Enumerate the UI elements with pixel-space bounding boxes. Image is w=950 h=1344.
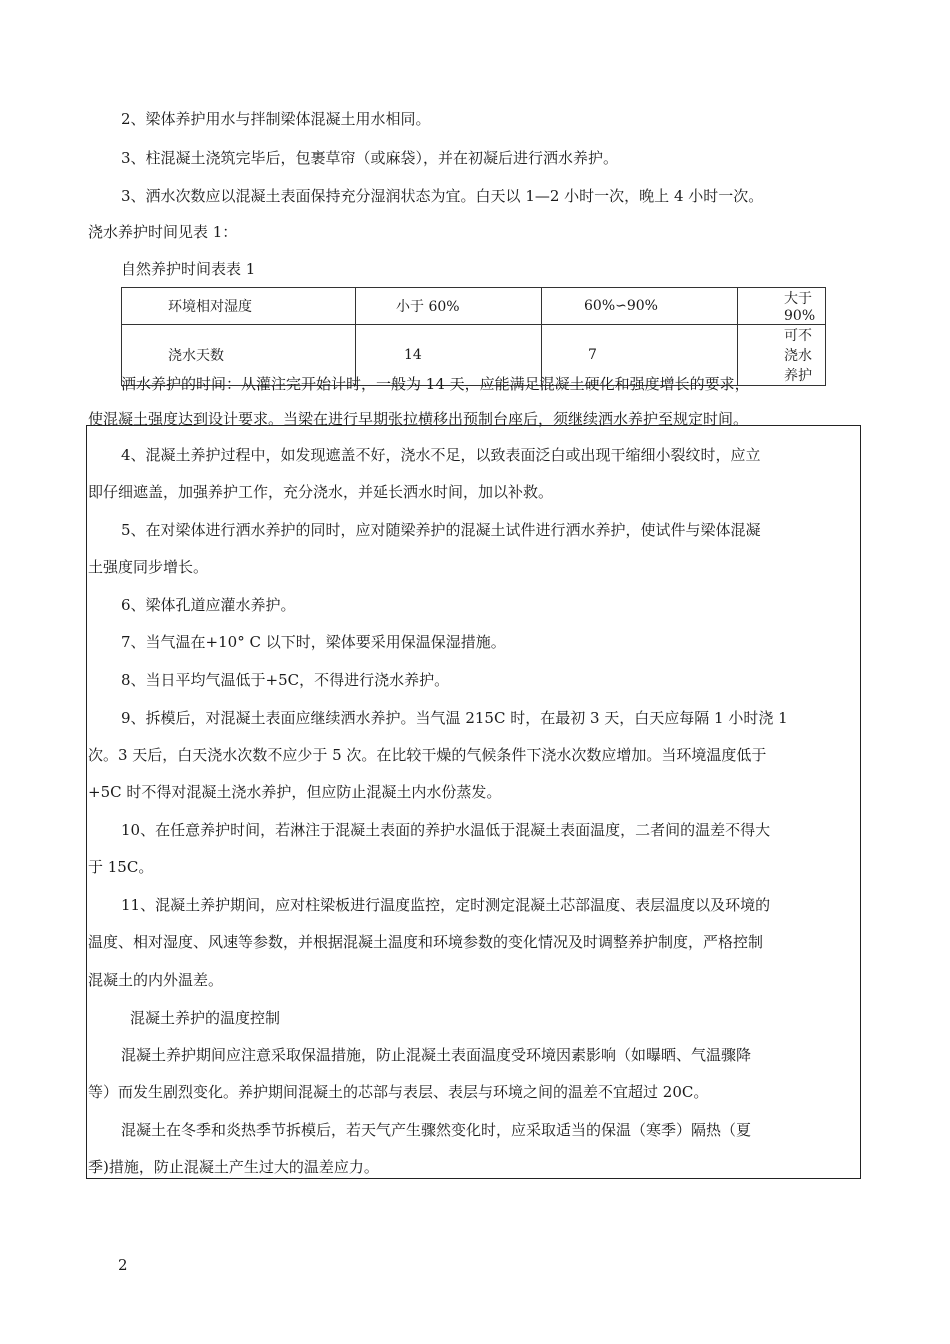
- table-cell: 14: [356, 325, 542, 386]
- paragraph: 浇水养护时间见表 1：: [88, 223, 238, 241]
- paragraph: 使混凝土强度达到设计要求。当梁在进行早期张拉横移出预制台座后，须继续洒水养护至规定时间。: [88, 410, 749, 428]
- paragraph: 9、拆模后，对混凝土表面应继续洒水养护。当气温 215C 时，在最初 3 天，白天应每隔 1 小时浇 1: [121, 709, 788, 727]
- table-cell: 可不浇水养护: [738, 325, 826, 386]
- paragraph: 2、梁体养护用水与拌制梁体混凝土用水相同。: [121, 110, 431, 128]
- paragraph: +5C 时不得对混凝土浇水养护，但应防止混凝土内水份蒸发。: [88, 783, 502, 801]
- curing-time-table: [121, 287, 826, 386]
- paragraph: 11、混凝土养护期间，应对柱梁板进行温度监控，定时测定混凝土芯部温度、表层温度以及环境的: [121, 896, 771, 914]
- paragraph: 6、梁体孔道应灌水养护。: [121, 596, 296, 614]
- table-caption: 自然养护时间表表 1: [121, 260, 256, 278]
- table-cell: 浇水天数: [122, 325, 356, 386]
- paragraph: 5、在对梁体进行洒水养护的同时，应对随梁养护的混凝土试件进行洒水养护，使试件与梁体混凝: [121, 521, 761, 539]
- paragraph: 温度、相对湿度、风速等参数，并根据混凝土温度和环境参数的变化情况及时调整养护制度，严格控制: [88, 933, 764, 951]
- paragraph: 混凝土在冬季和炎热季节拆模后，若天气产生骤然变化时，应采取适当的保温（寒季）隔热（夏: [121, 1121, 752, 1139]
- paragraph: 土强度同步增长。: [88, 558, 209, 576]
- table-cell: 7: [542, 325, 738, 386]
- paragraph: 混凝土养护期间应注意采取保温措施，防止混凝土表面温度受环境因素影响（如曝晒、气温骤降: [121, 1046, 752, 1064]
- paragraph: 7、当气温在+10° C 以下时，梁体要采用保温保湿措施。: [121, 633, 506, 651]
- paragraph: 于 15C。: [88, 858, 154, 876]
- paragraph: 等）而发生剧烈变化。养护期间混凝土的芯部与表层、表层与环境之间的温差不宜超过 20C。: [88, 1083, 709, 1101]
- paragraph: 次。3 天后，白天浇水次数不应少于 5 次。在比较干燥的气候条件下浇水次数应增加。当环境温度低于: [88, 746, 767, 764]
- table-cell: 大于 90%: [738, 288, 826, 325]
- paragraph: 3、洒水次数应以混凝土表面保持充分湿润状态为宜。白天以 1—2 小时一次，晚上 4 小时一次。: [121, 187, 764, 205]
- page-number: 2: [118, 1256, 128, 1274]
- paragraph: 即仔细遮盖，加强养护工作，充分浇水，并延长洒水时间，加以补救。: [88, 483, 554, 501]
- paragraph: 3、柱混凝土浇筑完毕后，包裹草帘（或麻袋），并在初凝后进行洒水养护。: [121, 149, 619, 167]
- paragraph: 混凝土的内外温差。: [88, 971, 224, 989]
- paragraph: 季)措施，防止混凝土产生过大的温差应力。: [88, 1158, 379, 1176]
- paragraph: 10、在任意养护时间，若淋注于混凝土表面的养护水温低于混凝土表面温度，二者间的温差不得大: [121, 821, 771, 839]
- paragraph: 8、当日平均气温低于+5C，不得进行浇水养护。: [121, 671, 450, 689]
- paragraph: 4、混凝土养护过程中，如发现遮盖不好，浇水不足，以致表面泛白或出现干缩细小裂纹时，应立: [121, 446, 761, 464]
- section-heading: 混凝土养护的温度控制: [130, 1009, 281, 1027]
- paragraph: 洒水养护的时间：从灌注完开始计时，一般为 14 天，应能满足混凝土硬化和强度增长的要求，: [121, 375, 750, 393]
- table-cell: 环境相对湿度: [122, 288, 356, 325]
- table-cell: 小于 60%: [356, 288, 542, 325]
- upper-section: [0, 0, 950, 428]
- table-cell: 60%∽90%: [542, 288, 738, 325]
- table-row: [122, 288, 826, 325]
